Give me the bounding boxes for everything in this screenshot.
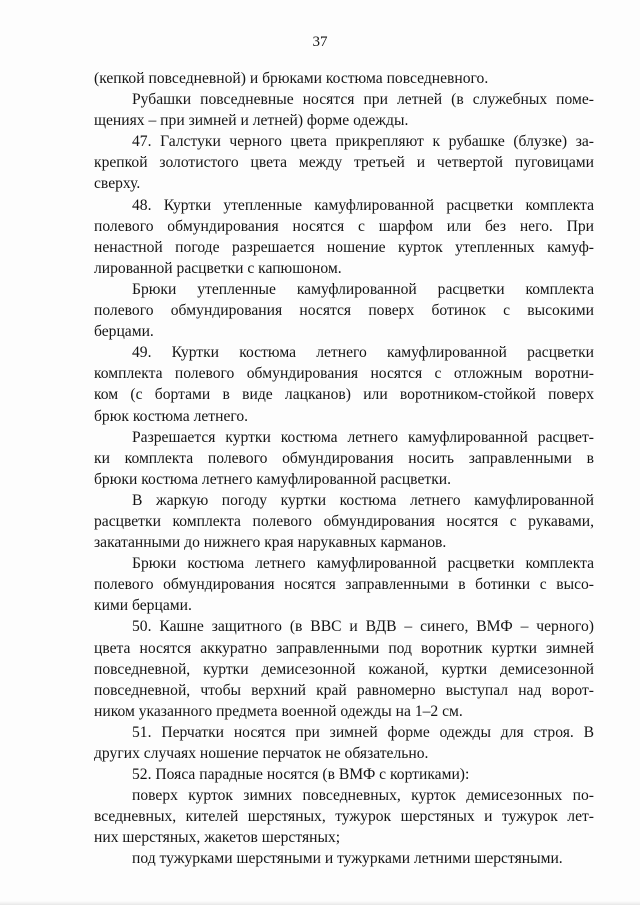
text-line: брюк костюма летнего. (94, 407, 249, 425)
text-line: ником указанного предмета военной одежды на 1–2 см. (94, 702, 463, 720)
text-line: 48. Куртки утепленные камуфлированной расцветки комплекта (132, 196, 594, 214)
text-line: вседневных, кителей шерстяных, тужурок шерстяных и тужурок лет- (94, 808, 594, 826)
text-line: ненастной погоде разрешается ношение курток утепленных камуф- (94, 238, 594, 256)
text-line: сверху. (94, 175, 141, 193)
text-line: крепкой золотистого цвета между третьей и четвертой пуговицами (94, 154, 594, 172)
text-line: В жаркую погоду куртки костюма летнего камуфлированной (132, 491, 594, 509)
text-line: комплекта полевого обмундирования носятся с отложным воротни- (94, 365, 594, 383)
text-line: повседневной, куртки демисезонной кожаной, куртки демисезонной (94, 660, 594, 678)
text-line: цвета носятся аккуратно заправленными под воротник куртки зимней (94, 639, 594, 657)
document-body-text (94, 68, 594, 870)
text-line: Брюки утепленные камуфлированной расцветки комплекта (132, 280, 594, 298)
text-line: (кепкой повседневной) и брюками костюма повседневного. (94, 70, 489, 87)
text-line: ки комплекта полевого обмундирования носить заправленными в (94, 449, 594, 467)
text-line: щениях – при зимней и летней) форме одежды. (94, 112, 409, 130)
text-line: 49. Куртки костюма летнего камуфлированной расцветки (132, 344, 594, 362)
text-line: других случаях ношение перчаток не обязательно. (94, 745, 429, 762)
text-line: берцами. (94, 323, 154, 341)
text-line: повседневной, чтобы верхний край равномерно выступал над ворот- (94, 681, 594, 699)
text-line: поверх курток зимних повседневных, курток демисезонных по- (132, 787, 594, 805)
text-line: брюки костюма летнего камуфлированной расцветки. (94, 470, 452, 488)
text-line: кими берцами. (94, 597, 192, 615)
text-line: Разрешается куртки костюма летнего камуфлированной расцвет- (132, 428, 594, 446)
text-line: 52. Пояса парадные носятся (в ВМФ с кортиками): (132, 766, 470, 784)
scan-bottom-edge (0, 901, 640, 905)
text-line: ком (с бортами в виде лацканов) или воротником-стойкой поверх (94, 386, 594, 404)
text-line: 50. Кашне защитного (в ВВС и ВДВ – синего, ВМФ – черного) (132, 618, 594, 636)
text-line: Брюки костюма летнего камуфлированной расцветки комплекта (132, 555, 594, 573)
text-line: Рубашки повседневные носятся при летней (в служебных поме- (132, 91, 594, 109)
text-line: закатанными до нижнего края нарукавных карманов. (94, 534, 447, 552)
text-line: 47. Галстуки черного цвета прикрепляют к рубашке (блузке) за- (132, 133, 594, 151)
text-line: под тужурками шерстяными и тужурками летними шерстяными. (132, 850, 563, 868)
text-line: полевого обмундирования носятся с шарфом или без него. При (94, 217, 594, 235)
text-line: лированной расцветки с капюшоном. (94, 259, 342, 277)
text-line: 51. Перчатки носятся при зимней форме одежды для строя. В (132, 723, 594, 741)
text-line: них шерстяных, жакетов шерстяных; (94, 829, 341, 847)
page-number: 37 (312, 34, 328, 50)
text-line: полевого обмундирования носятся заправленными в ботинки с высо- (94, 576, 594, 594)
text-line: полевого обмундирования носятся поверх ботинок с высокими (94, 302, 594, 320)
text-line: расцветки комплекта полевого обмундирования носятся с рукавами, (94, 512, 594, 530)
